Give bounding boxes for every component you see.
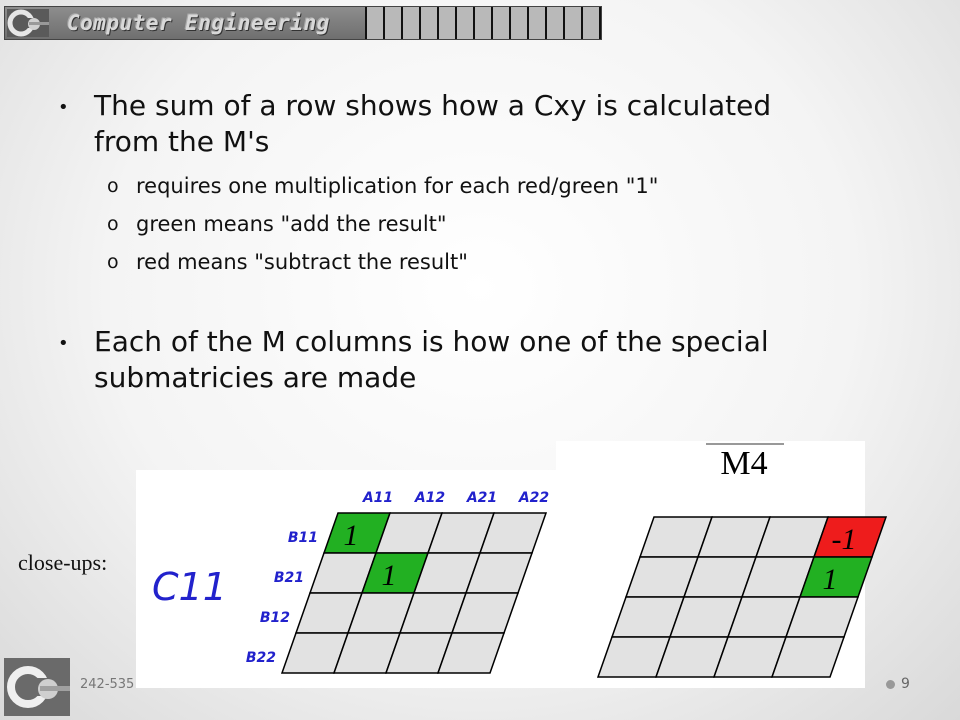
bullet-1-line-1: The sum of a row shows how a Cxy is calculated xyxy=(94,89,772,122)
bullet-marker: • xyxy=(58,97,69,118)
left-grid-cell-value: 1 xyxy=(343,519,359,552)
banner-title: Computer Engineering xyxy=(67,11,330,35)
left-grid-cell-value: 1 xyxy=(381,559,397,592)
row-header: B22 xyxy=(245,650,276,666)
footer-logo-icon xyxy=(4,658,70,716)
col-header: A11 xyxy=(362,490,394,506)
bullet-marker: • xyxy=(58,333,69,354)
course-code: 242-535 xyxy=(80,677,135,692)
m4-title: M4 xyxy=(720,445,768,482)
subbullet-2-text: green means "add the result" xyxy=(136,212,447,236)
subbullet-1-text: requires one multiplication for each red/green "1" xyxy=(136,174,659,198)
right-grid-cell-value: 1 xyxy=(822,563,838,596)
row-header: B21 xyxy=(273,570,304,586)
col-header: A12 xyxy=(414,490,446,506)
row-header: B11 xyxy=(287,530,318,546)
page-number xyxy=(886,676,910,692)
col-header: A21 xyxy=(466,490,498,506)
sub-marker: o xyxy=(107,251,119,273)
bullet-1-line-2: from the M's xyxy=(94,125,270,158)
page-dot-icon xyxy=(886,680,895,689)
sub-marker: o xyxy=(107,213,119,235)
col-header: A22 xyxy=(518,490,550,506)
bullet-2-line-1: Each of the M columns is how one of the special xyxy=(94,325,769,358)
bullet-2-line-2: submatricies are made xyxy=(94,361,417,394)
right-grid-cell-value: -1 xyxy=(831,523,857,556)
subbullet-3-text: red means "subtract the result" xyxy=(136,250,468,274)
closeups-label: close-ups: xyxy=(18,550,108,575)
c11-label: C11 xyxy=(152,565,227,609)
sub-marker: o xyxy=(107,175,119,197)
row-header: B12 xyxy=(259,610,290,626)
page-number-text: 9 xyxy=(901,676,910,692)
